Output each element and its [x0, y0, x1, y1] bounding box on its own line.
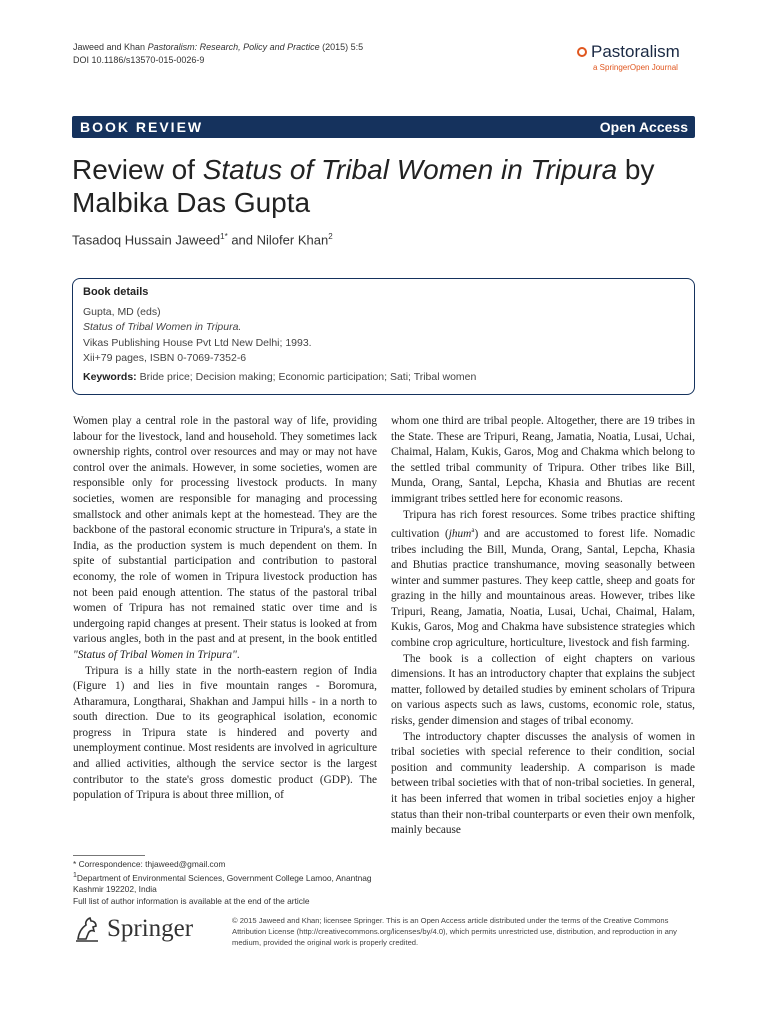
- body-column-left: [73, 414, 377, 804]
- logo-name: Pastoralism: [591, 42, 680, 61]
- journal-logo[interactable]: [577, 42, 680, 72]
- body-paragraph: The introductory chapter discusses the analysis of women in tribal societies with special reference to their condition, social position and community leadership. A comparison is made between tribal societies with that of non-tribal societies. In general, it has been inferred that women in tribal societies enjoy a higher status than their non-tribal counterparts or even their own menfolk, mainly because: [391, 730, 695, 837]
- keywords-label: Keywords:: [83, 370, 137, 383]
- license-text: © 2015 Jaweed and Khan; licensee Springer. This is an Open Access article distributed under the terms of the Creative Commons Attribution License (http://creativecommons.org/licenses/by/4.0), which permits unrestricted use, distribution, and reproduction in any medium, provided the original work is properly credited.: [232, 916, 677, 947]
- book-editor: Gupta, MD (eds): [83, 305, 161, 318]
- paragraph-text: ) and are accustomed to forest life. Nomadic tribes including the Bill, Munda, Orang, Santal, Lepcha, Khasia and Bhutias practice transhumance, moving seasonally between winter and summer pastures. They keep cattle, sheep and goats for grazing in the hilly and mountainous areas. However, tribes like Tripuri, Reang, Jamatia, Noatia, Lusai, Uchai, Chaimal, Halam, Kukis, Garos, Mog and Chakma have subsistence strategies which combine crop agriculture, horticulture, livestock and fish farming.: [391, 527, 695, 650]
- keywords: [83, 370, 684, 386]
- affiliation-mark: 1: [73, 872, 77, 880]
- correspondence[interactable]: * Correspondence: thjaweed@gmail.com: [73, 859, 226, 869]
- article-title: [72, 153, 702, 219]
- volume-info: (2015) 5:5: [319, 42, 364, 52]
- affiliation-text: Department of Environmental Sciences, Government College Lamoo, Anantnag Kashmir 192202, India: [73, 873, 372, 895]
- paragraph-text: .: [236, 648, 240, 661]
- springer-wordmark: Springer: [107, 915, 194, 942]
- open-access-label: Open Access: [599, 119, 688, 135]
- springer-horse-icon: [73, 915, 101, 943]
- author-affiliation-mark[interactable]: 2: [328, 232, 333, 241]
- footnote-divider: [73, 855, 145, 856]
- body-paragraph: whom one third are tribal people. Altogether, there are 19 tribes in the State. These are Tripuri, Reang, Jamatia, Noatia, Lusai, Uchai, Chaimal, Halam, Kukis, Garos, Mog and Chakma which belong to the settled tribal community of Tripura. Other tribes like Bill, Munda, Orang, Santal, Lepcha, Khasia and Bhutias are recent immigrant tribes settled here for economic reasons.: [391, 415, 695, 505]
- body-paragraph: Tripura is a hilly state in the north-eastern region of India (Figure 1) and lies in five mountain ranges - Boromura, Atharamura, Longtharai, Shakhan and Jampui hills - in a north to south direction. Due to its geographical isolation, economic progress in Tripura state is hindered and poverty and unemployment continue. Most residents are involved in agriculture and allied activities, although the service sector is the largest contributor to the state's gross domestic product (GDP). The population of Tripura is about three million, of: [73, 664, 377, 802]
- pastoralism-logo-icon: [577, 47, 587, 57]
- paragraph-text: Tripura has rich forest resources. Some tribes practice shifting cultivation (: [391, 508, 695, 540]
- logo-subtitle: a SpringerOpen Journal: [593, 63, 678, 72]
- author-affiliation-mark[interactable]: 1*: [220, 232, 228, 241]
- book-title: Status of Tribal Women in Tripura.: [83, 321, 242, 333]
- author-list: [72, 232, 333, 247]
- springer-logo[interactable]: [73, 915, 193, 943]
- keywords-list: Bride price; Decision making; Economic participation; Sati; Tribal women: [136, 370, 477, 383]
- body-paragraph: The book is a collection of eight chapters on various dimensions. It has an introductory chapter that explains the subject matter, followed by detailed studies by eminent scholars of Tripura on various aspects such as laws, customs, economic role, status, risks, gender dimension and stages of tribal economy.: [391, 652, 695, 728]
- article-type: BOOK REVIEW: [80, 119, 204, 135]
- citation-line: [73, 41, 363, 54]
- body-paragraph: [391, 508, 695, 652]
- body-column-right: [391, 414, 695, 839]
- book-title-quote: "Status of Tribal Women in Tripura": [73, 648, 237, 661]
- title-book-name: Status of Tribal Women in Tripura: [202, 154, 618, 185]
- book-isbn: Xii+79 pages, ISBN 0-7069-7352-6: [83, 352, 247, 364]
- title-part: by Malbika Das Gupta: [72, 154, 655, 218]
- doi[interactable]: DOI 10.1186/s13570-015-0026-9: [73, 55, 205, 65]
- term-italic: jhum: [448, 527, 472, 540]
- book-details-box: [72, 278, 695, 395]
- author-name[interactable]: Nilofer Khan: [256, 232, 329, 248]
- affiliation: [73, 870, 377, 895]
- author-info-note: Full list of author information is available at the end of the article: [73, 895, 310, 906]
- footnote-mark[interactable]: a: [471, 526, 475, 535]
- journal-citation: [73, 41, 363, 67]
- journal-name[interactable]: Pastoralism: Research, Policy and Practice: [147, 42, 320, 52]
- book-publisher: Vikas Publishing House Pvt Ltd New Delhi; 1993.: [83, 336, 312, 349]
- body-paragraph: [73, 414, 377, 664]
- footnotes: [73, 855, 377, 907]
- title-part: Review of: [72, 154, 203, 185]
- book-details-heading: Book details: [83, 286, 149, 298]
- paragraph-text: Women play a central role in the pastoral way of life, providing labour for the livestock, land and household. They sometimes lack ownership rights, control over resources and may or may not have control over the animals. However, in some societies, women are responsible only for processing livestock products. In many societies, women are responsible for managing and processing smallstock and other animals kept at the homestead. They are the backbone of the pastoral economic structure in Tripura's, a state in India, as the production system is much dependent on them. In spite of substantial participation and contribution to pastoral economy, the role of women in Tripura livestock production has not been paid enough attention. The status of the pastoral tribal women of Tripura has not remained static over time and is undergoing rapid changes at present. Their status is looked at from various angles, both in the past and at present, in the book entitled: [73, 415, 377, 646]
- author-separator: and: [227, 232, 257, 248]
- author-name[interactable]: Tasadoq Hussain Jaweed: [72, 232, 221, 248]
- author-short: Jaweed and Khan: [73, 42, 148, 52]
- article-type-banner: [72, 116, 695, 138]
